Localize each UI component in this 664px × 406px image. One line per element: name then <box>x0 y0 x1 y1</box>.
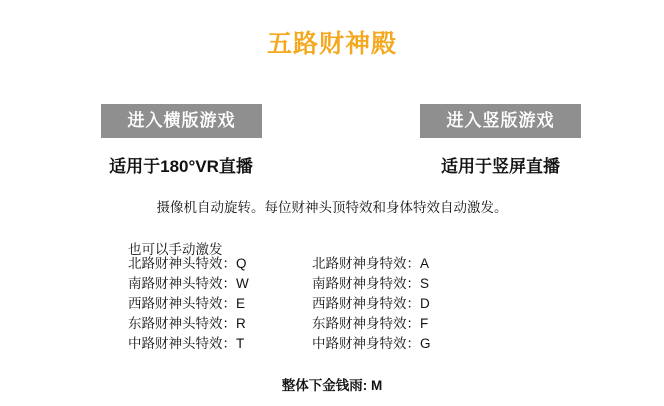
portrait-mode-subtitle: 适用于竖屏直播 <box>441 157 560 176</box>
list-item <box>128 334 548 354</box>
global-money-rain-hint: 整体下金钱雨: M <box>281 378 383 393</box>
key-binding-body: 中路财神身特效：G <box>312 336 431 351</box>
page-title: 五路财神殿 <box>266 30 397 58</box>
key-binding-head: 北路财神头特效：Q <box>128 256 247 271</box>
key-bindings-list <box>128 254 548 354</box>
key-binding-body: 东路财神身特效：F <box>312 316 429 331</box>
key-binding-head: 中路财神头特效：T <box>128 336 245 351</box>
key-binding-head: 南路财神头特效：W <box>128 276 249 291</box>
key-binding-body: 南路财神身特效：S <box>312 276 430 291</box>
list-item <box>128 294 548 314</box>
list-item <box>128 274 548 294</box>
enter-portrait-game-button[interactable]: 进入竖版游戏 <box>420 104 581 138</box>
key-binding-head: 西路财神头特效：E <box>128 296 246 311</box>
list-item <box>128 314 548 334</box>
key-binding-body: 西路财神身特效：D <box>312 296 430 311</box>
manual-trigger-label: 也可以手动激发 <box>128 242 223 257</box>
list-item <box>128 254 548 274</box>
landscape-mode-subtitle: 适用于180°VR直播 <box>109 157 253 176</box>
key-binding-head: 东路财神头特效：R <box>128 316 246 331</box>
enter-landscape-game-button[interactable]: 进入横版游戏 <box>101 104 262 138</box>
auto-effect-description: 摄像机自动旋转。每位财神头顶特效和身体特效自动激发。 <box>156 200 508 215</box>
key-binding-body: 北路财神身特效：A <box>312 256 430 271</box>
